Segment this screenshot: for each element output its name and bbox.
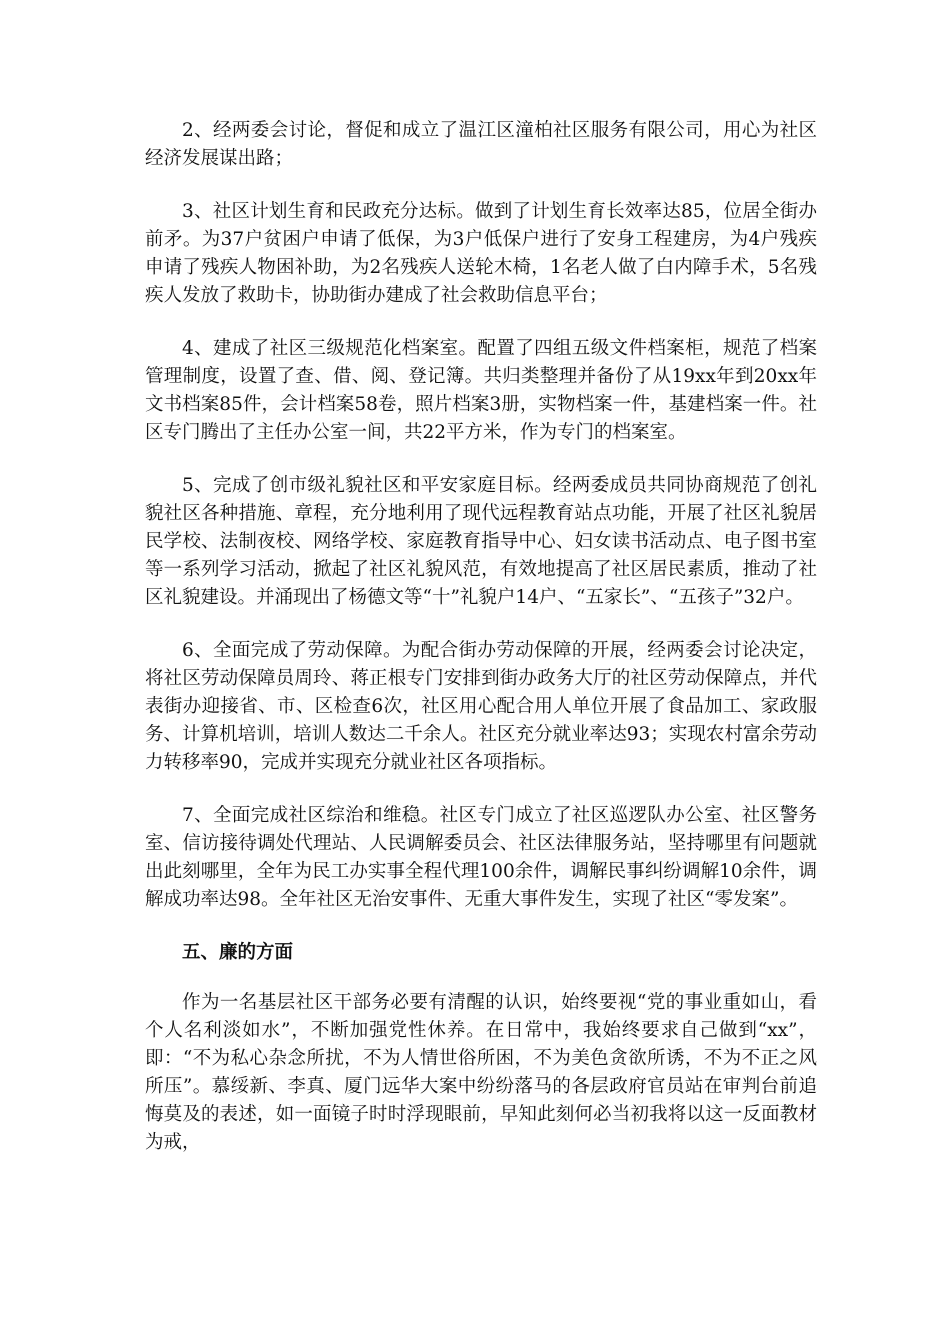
paragraph-item-6: 6、全面完成了劳动保障。为配合街办劳动保障的开展，经两委会讨论决定，将社区劳动保障员周玲、蒋正根专门安排到街办政务大厅的社区劳动保障点，并代表街办迎接省、市、区检查6次，社区用心配合用人单位开展了食品加工、家政服务、计算机培训，培训人数达二千余人。社区充分就业率达93；实现农村富余劳动力转移率90，完成并实现充分就业社区各项指标。 (145, 640, 817, 773)
section-heading: 五、廉的方面 (182, 942, 294, 963)
paragraph-item-7: 7、全面完成社区综治和维稳。社区专门成立了社区巡逻队办公室、社区警务室、信访接待调处代理站、人民调解委员会、社区法律服务站，坚持哪里有问题就出此刻哪里，全年为民工办实事全程代理100余件，调解民事纠纷调解10余件，调解成功率达98。全年社区无治安事件、无重大事件发生，实现了社区“零发案”。 (145, 805, 817, 910)
paragraph-item-2: 2、经两委会讨论，督促和成立了温江区潼柏社区服务有限公司，用心为社区经济发展谋出路； (145, 120, 817, 169)
paragraph-item-5: 5、完成了创市级礼貌社区和平安家庭目标。经两委成员共同协商规范了创礼貌社区各种措施、章程，充分地利用了现代远程教育站点功能，开展了社区礼貌居民学校、法制夜校、网络学校、家庭教育指导中心、妇女读书活动点、电子图书室等一系列学习活动，掀起了社区礼貌风范，有效地提高了社区居民素质，推动了社区礼貌建设。并涌现出了杨德文等“十”礼貌户14户、“五家长”、“五孩子”32户。 (145, 475, 817, 608)
document-body (145, 117, 817, 1157)
paragraph-item-3: 3、社区计划生育和民政充分达标。做到了计划生育长效率达85，位居全街办前矛。为37户贫困户申请了低保，为3户低保户进行了安身工程建房，为4户残疾申请了残疾人物困补助，为2名残疾人送轮木椅，1名老人做了白内障手术，5名残疾人发放了救助卡，协助街办建成了社会救助信息平台； (145, 201, 817, 306)
closing-paragraph: 作为一名基层社区干部务必要有清醒的认识，始终要视“党的事业重如山，看个人名利淡如水”，不断加强党性休养。在日常中，我始终要求自己做到“xx”，即：“不为私心杂念所扰，不为人情世俗所困，不为美色贪欲所诱，不为不正之风所压”。慕绥新、李真、厦门远华大案中纷纷落马的各层政府官员站在审判台前追悔莫及的表述，如一面镜子时时浮现眼前，早知此刻何必当初我将以这一反面教材为戒， (145, 992, 817, 1153)
paragraph-item-4: 4、建成了社区三级规范化档案室。配置了四组五级文件档案柜，规范了档案管理制度，设置了查、借、阅、登记簿。共归类整理并备份了从19xx年到20xx年文书档案85件，会计档案58卷，照片档案3册，实物档案一件，基建档案一件。社区专门腾出了主任办公室一间，共22平方米，作为专门的档案室。 (145, 338, 817, 443)
